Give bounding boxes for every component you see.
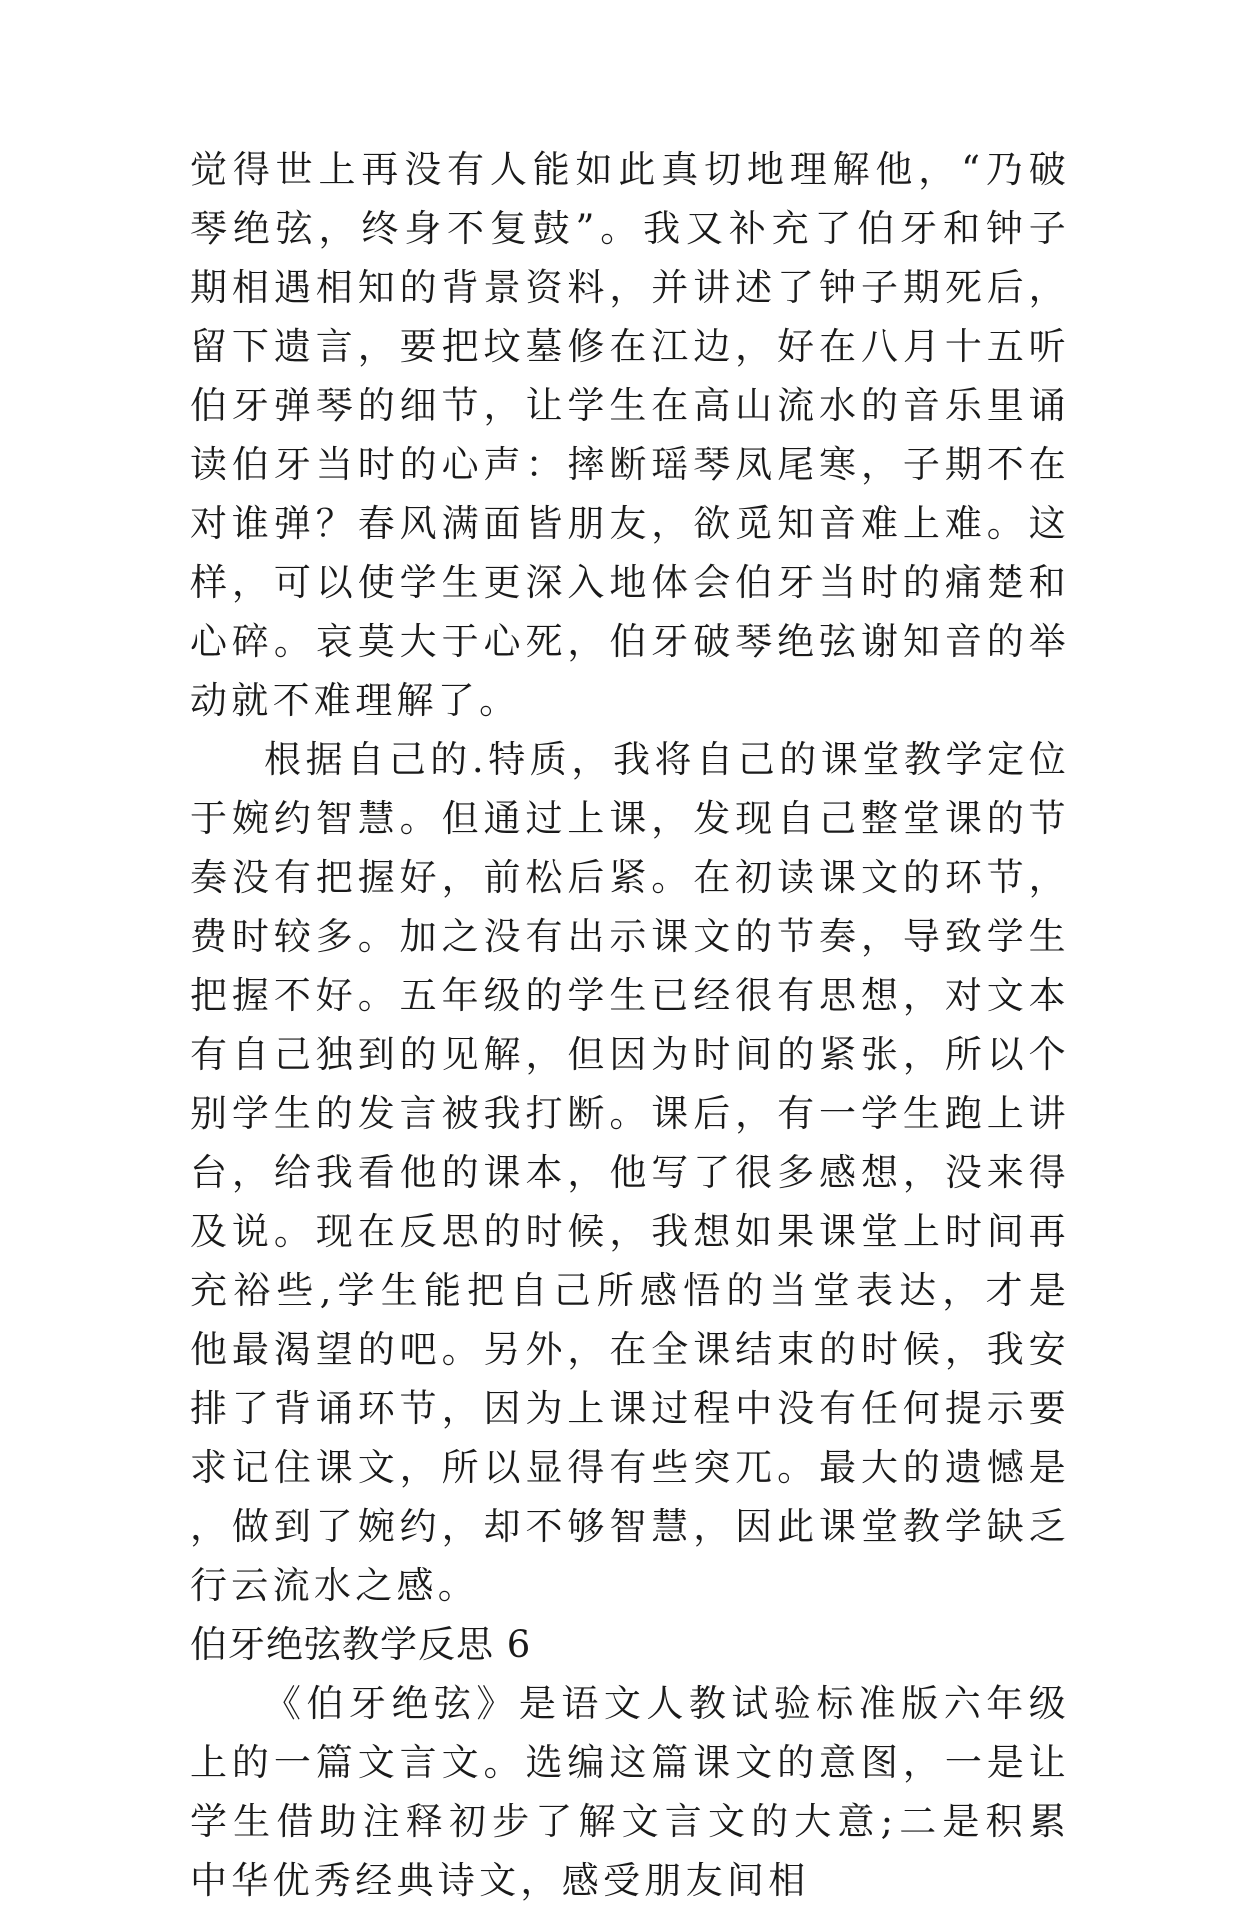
section-heading: 伯牙绝弦教学反思 6 [190, 1623, 532, 1666]
document-page [190, 140, 1070, 1910]
paragraph-reflection: 根据自己的.特质，我将自己的课堂教学定位于婉约智慧。但通过上课，发现自己整堂课的节奏没有把握好，前松后紧。在初读课文的环节，费时较多。加之没有出示课文的节奏，导致学生把握不好。五年级的学生已经很有思想，对文本有自己独到的见解，但因为时间的紧张，所以个别学生的发言被我打断。课后，有一学生跑上讲台，给我看他的课本，他写了很多感想，没来得及说。现在反思的时候，我想如果课堂上时间再充裕些,学生能把自己所感悟的当堂表达，才是他最渴望的吧。另外，在全课结束的时候，我安排了背诵环节，因为上课过程中没有任何提示要求记住课文，所以显得有些突兀。最大的遗憾是，做到了婉约，却不够智慧，因此课堂教学缺乏行云流水之感。 [190, 738, 1070, 1607]
paragraph-continuation: 觉得世上再没有人能如此真切地理解他，“乃破琴绝弦，终身不复鼓”。我又补充了伯牙和钟子期相遇相知的背景资料，并讲述了钟子期死后，留下遗言，要把坟墓修在江边，好在八月十五听伯牙弹琴的细节，让学生在高山流水的音乐里诵读伯牙当时的心声：摔断瑶琴凤尾寒，子期不在对谁弹？春风满面皆朋友，欲觅知音难上难。这样，可以使学生更深入地体会伯牙当时的痛楚和心碎。哀莫大于心死，伯牙破琴绝弦谢知音的举动就不难理解了。 [190, 148, 1070, 722]
paragraph-intro: 《伯牙绝弦》是语文人教试验标准版六年级上的一篇文言文。选编这篇课文的意图，一是让学生借助注释初步了解文言文的大意;二是积累中华优秀经典诗文，感受朋友间相 [190, 1682, 1070, 1902]
